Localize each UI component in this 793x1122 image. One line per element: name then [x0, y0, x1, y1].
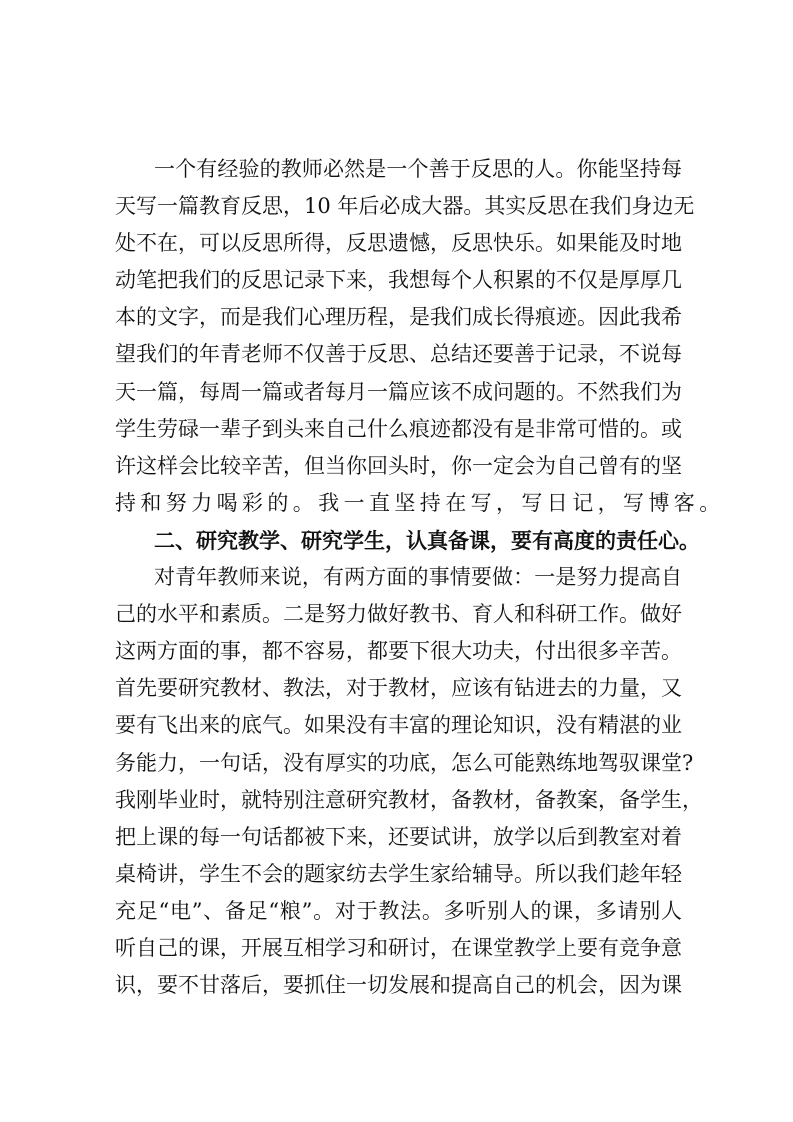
text-line: 许这样会比较辛苦，但当你回头时，你一定会为自己曾有的坚 [115, 453, 682, 478]
text-line: 学生劳碌一辈子到头来自己什么痕迹都没有是非常可惜的。或 [115, 416, 682, 441]
text-line: 持和努力喝彩的。我一直坚持在写，写日记，写博客。 [115, 490, 725, 515]
text-line: 天一篇，每周一篇或者每月一篇应该不成问题的。不然我们为 [115, 379, 682, 404]
text-line: 桌椅讲，学生不会的题家纺去学生家给辅导。所以我们趁年轻 [115, 861, 682, 886]
text-line: 动笔把我们的反思记录下来，我想每个人积累的不仅是厚厚几 [115, 268, 682, 293]
text-line: 听自己的课，开展互相学习和研讨，在课堂教学上要有竞争意 [115, 935, 682, 960]
text-line: 我刚毕业时，就特别注意研究教材，备教材，备教案，备学生， [115, 787, 703, 812]
paragraph-research-teaching [115, 559, 703, 1004]
section-heading: 二、研究教学、研究学生，认真备课，要有高度的责任心。 [154, 527, 700, 553]
text-line: 对青年教师来说，有两方面的事情要做：一是努力提高自 [154, 565, 682, 590]
text-line: 己的水平和素质。二是努力做好教书、育人和科研工作。做好 [115, 602, 682, 627]
text-line: 务能力，一句话，没有厚实的功底，怎么可能熟练地驾驭课堂? [115, 750, 694, 775]
paragraph-reflection [115, 151, 725, 522]
document-page [115, 151, 725, 1004]
text-line: 处不在，可以反思所得，反思遗憾，反思快乐。如果能及时地 [115, 231, 682, 256]
text-line: 充足“电”、备足“粮”。对于教法。多听别人的课，多请别人 [115, 898, 682, 923]
text-line: 本的文字，而是我们心理历程，是我们成长得痕迹。因此我希 [115, 305, 682, 330]
text-line: 这两方面的事，都不容易，都要下很大功夫，付出很多辛苦。 [115, 639, 682, 664]
text-line: 首先要研究教材、教法，对于教材，应该有钻进去的力量，又 [115, 676, 682, 701]
text-line: 识，要不甘落后，要抓住一切发展和提高自己的机会，因为课 [115, 973, 682, 998]
text-line: 把上课的每一句话都被下来，还要试讲，放学以后到教室对着 [115, 824, 682, 849]
text-line: 望我们的年青老师不仅善于反思、总结还要善于记录，不说每 [115, 342, 682, 367]
text-line: 要有飞出来的底气。如果没有丰富的理论知识，没有精湛的业 [115, 713, 682, 738]
text-line: 一个有经验的教师必然是一个善于反思的人。你能坚持每 [154, 157, 682, 181]
text-line: 天写一篇教育反思，10 年后必成大器。其实反思在我们身边无 [115, 194, 695, 219]
